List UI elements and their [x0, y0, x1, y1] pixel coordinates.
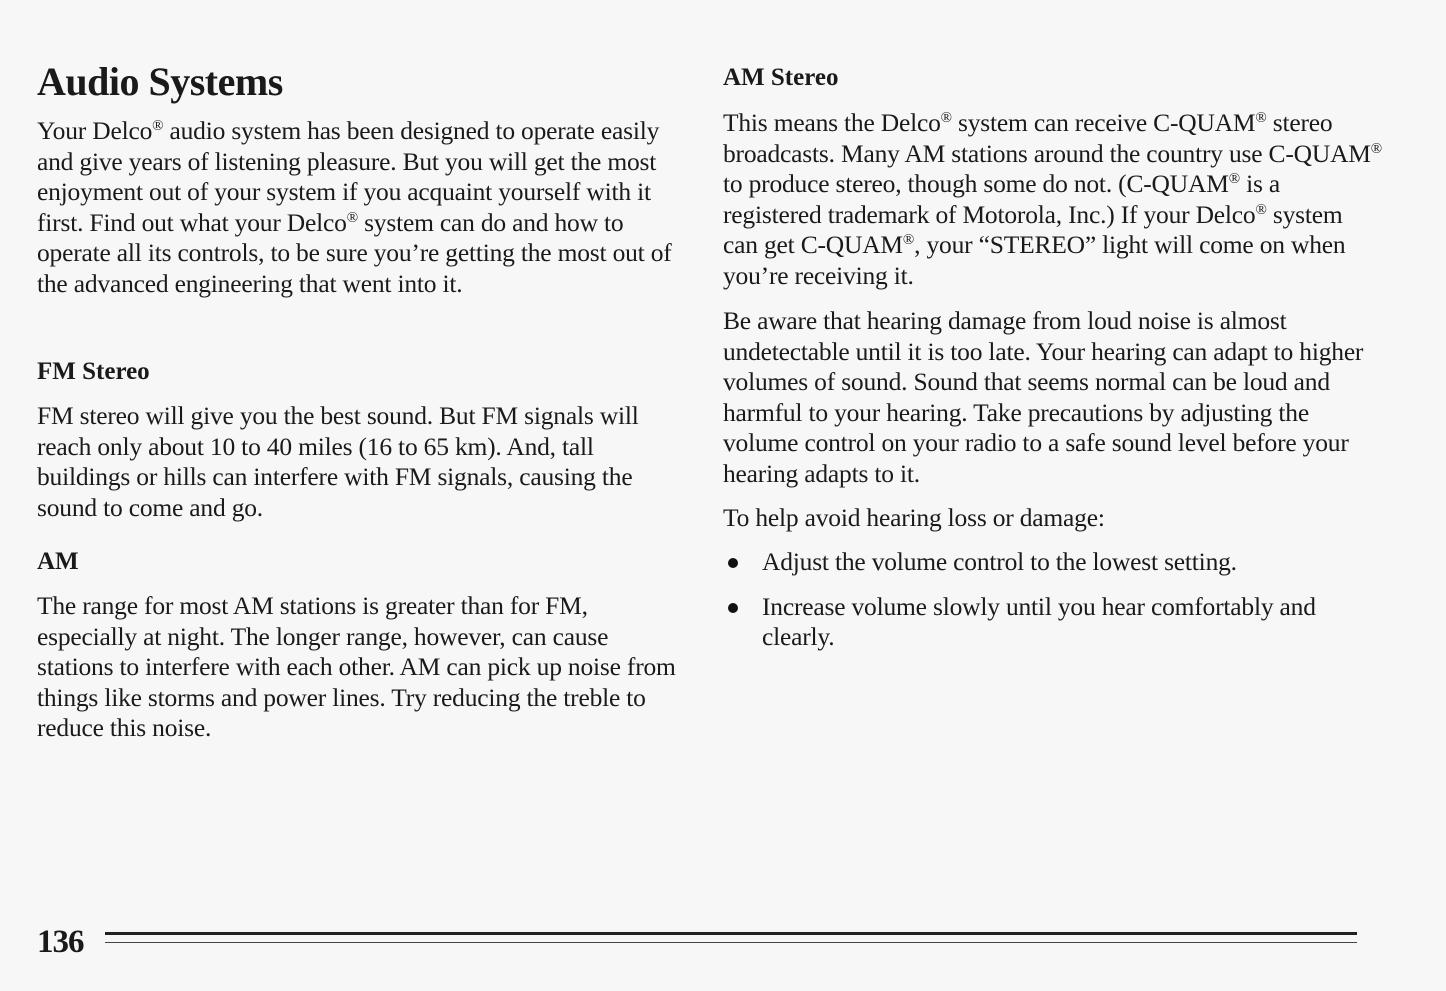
am-stereo-heading: AM Stereo [723, 64, 839, 91]
list-item: Adjust the volume control to the lowest setting. [723, 547, 1383, 578]
registered-mark: ® [940, 110, 952, 126]
registered-mark: ® [1255, 110, 1267, 126]
page-footer [37, 922, 1357, 962]
bullet-icon [728, 558, 738, 568]
registered-mark: ® [152, 118, 164, 134]
hearing-tips-list [723, 547, 1383, 667]
bullet-icon [728, 603, 738, 613]
footer-rule-thin [105, 942, 1357, 943]
list-item: Increase volume slowly until you hear comfortably and clearly. [723, 592, 1383, 653]
page-title: Audio Systems [37, 59, 283, 104]
fm-stereo-heading: FM Stereo [37, 358, 150, 385]
registered-mark: ® [1370, 140, 1382, 157]
registered-mark: ® [346, 209, 358, 226]
registered-mark: ® [1228, 171, 1240, 188]
am-paragraph: The range for most AM stations is greater than for FM, especially at night. The longer range, however, can cause stations to interfere with each other. AM can pick up noise from things like storms and power lines. Try reducing the treble to reduce this noise. [37, 591, 676, 743]
page-number: 136 [37, 924, 84, 960]
am-stereo-paragraph: This means the Delco® system can receive C-QUAM® stereo broadcasts. Many AM stations around the country use C-QUAM® to produce stereo, though some do not. (C-QUAM® is a registered trademark of Motorola, Inc.) If your Delco® system can get C-QUAM®, your “STEREO” light will come on when you’re receiving it. [723, 108, 1382, 290]
footer-rule-thick [105, 932, 1357, 935]
hearing-intro-paragraph: To help avoid hearing loss or damage: [723, 503, 1105, 532]
fm-stereo-paragraph: FM stereo will give you the best sound. But FM signals will reach only about 10 to 40 miles (16 to 65 km). And, tall buildings or hills can interfere with FM signals, causing the sound to come and go. [37, 401, 639, 522]
registered-mark: ® [902, 232, 915, 249]
am-heading: AM [37, 548, 79, 575]
registered-mark: ® [1255, 201, 1267, 218]
intro-paragraph: Your Delco® audio system has been designed to operate easily and give years of listening pleasure. But you will get the most enjoyment out of your system if you acquaint yourself with it first. Find out what your Delco® system can do and how to operate all its controls, to be sure you’re getting the most out of the advanced engineering that went into it. [37, 116, 672, 298]
hearing-warning-paragraph: Be aware that hearing damage from loud noise is almost undetectable until it is too late. Your hearing can adapt to higher volumes of sound. Sound that seems normal can be loud and harmful to your hearing. Take precautions by adjusting the volume control on your radio to a safe sound level before your hearing adapts to it. [723, 306, 1364, 488]
